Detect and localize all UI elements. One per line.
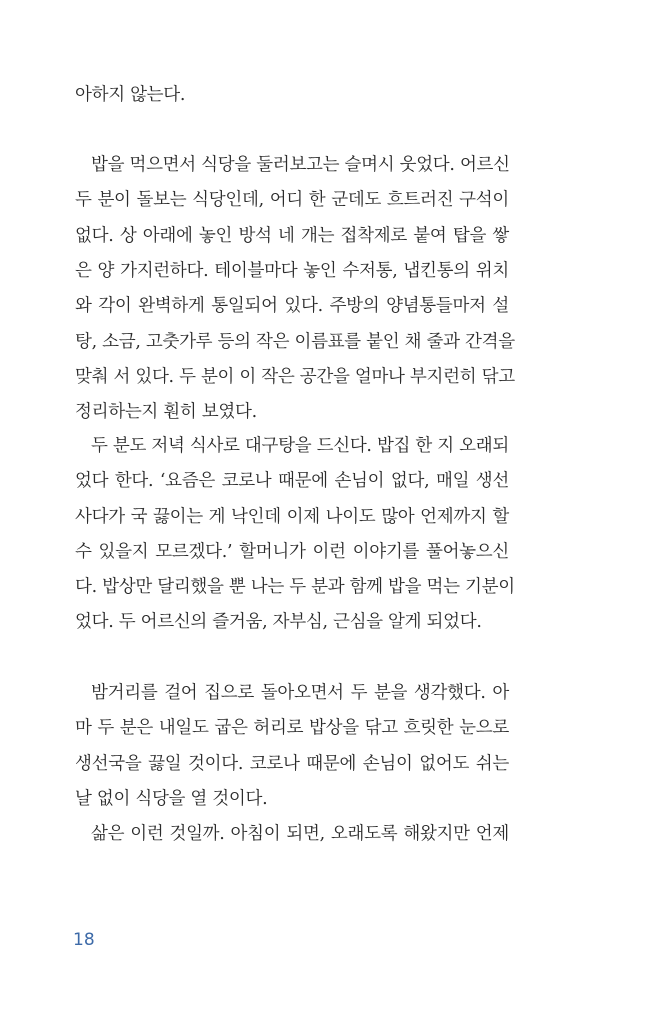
- text-line: 날 없이 식당을 열 것이다.: [75, 789, 268, 809]
- text-line: 수 있을지 모르겠다.’ 할머니가 이런 이야기를 풀어놓으신: [75, 542, 509, 562]
- text-line: 다. 밥상만 달리했을 뿐 나는 두 분과 함께 밥을 먹는 기분이: [75, 577, 515, 597]
- text-line: 은 양 가지런하다. 테이블마다 놓인 수저통, 냅킨통의 위치: [75, 261, 509, 281]
- page-number: 18: [73, 930, 95, 950]
- text-line: 사다가 국 끓이는 게 낙인데 이제 나이도 많아 언제까지 할: [75, 507, 509, 527]
- text-line: 두 분이 돌보는 식당인데, 어디 한 군데도 흐트러진 구석이: [75, 190, 509, 210]
- text-line: 삶은 이런 것일까. 아침이 되면, 오래도록 해왔지만 언제: [91, 824, 509, 844]
- text-line: 없다. 상 아래에 놓인 방석 네 개는 접착제로 붙여 탑을 쌓: [75, 226, 509, 246]
- text-line: 맞춰 서 있다. 두 분이 이 작은 공간을 얼마나 부지런히 닦고: [75, 367, 515, 387]
- text-line: 마 두 분은 내일도 굽은 허리로 밥상을 닦고 흐릿한 눈으로: [75, 718, 509, 738]
- text-line: 아하지 않는다.: [75, 85, 186, 105]
- text-line: 밥을 먹으면서 식당을 둘러보고는 슬며시 웃었다. 어르신: [91, 155, 510, 175]
- text-line: 정리하는지 훤히 보였다.: [75, 402, 257, 422]
- text-line: 두 분도 저녁 식사로 대구탕을 드신다. 밥집 한 지 오래되: [91, 436, 509, 456]
- text-line: 탕, 소금, 고춧가루 등의 작은 이름표를 붙인 채 줄과 간격을: [75, 332, 515, 352]
- text-line: 밤거리를 걸어 집으로 돌아오면서 두 분을 생각했다. 아: [91, 683, 509, 703]
- text-line: 생선국을 끓일 것이다. 코로나 때문에 손님이 없어도 쉬는: [75, 754, 509, 774]
- text-line: 었다 한다. ‘요즘은 코로나 때문에 손님이 없다, 매일 생선: [75, 471, 509, 491]
- text-line: 었다. 두 어르신의 즐거움, 자부심, 근심을 알게 되었다.: [75, 612, 482, 632]
- text-line: 와 각이 완벽하게 통일되어 있다. 주방의 양념통들마저 설: [75, 296, 509, 316]
